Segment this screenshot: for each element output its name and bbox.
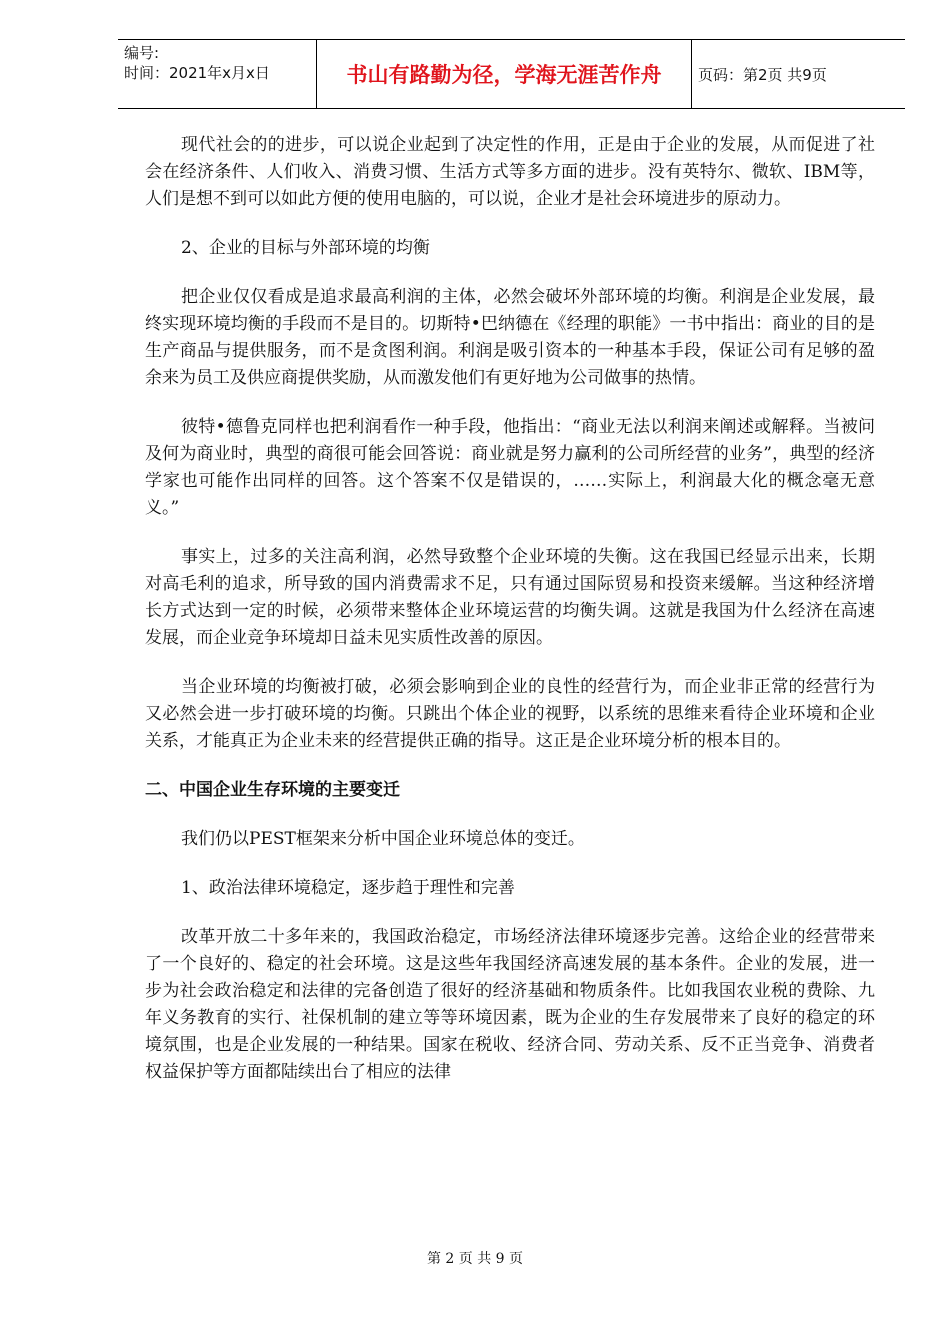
paragraph: 事实上，过多的关注高利润，必然导致整个企业环境的失衡。这在我国已经显示出来，长期对高毛利的追求，所导致的国内消费需求不足，只有通过国际贸易和投资来缓解。当这种经济增长方式达到一定的时候，必须带来整体企业环境运营的均衡失调。这就是我国为什么经济在高速发展，而企业竞争环境却日益未见实质性改善的原因。 xyxy=(145,547,875,648)
paragraph: 彼特•德鲁克同样也把利润看作一种手段，他指出：“商业无法以利润来阐述或解释。当被问及何为商业时，典型的商很可能会回答说：商业就是努力赢利的公司所经营的业务”，典型的经济学家也可能作出同样的回答。这个答案不仅是错误的，……实际上，利润最大化的概念毫无意义。” xyxy=(145,417,875,518)
document-number-label: 编号: xyxy=(124,44,160,62)
paragraph: 我们仍以PEST框架来分析中国企业环境总体的变迁。 xyxy=(181,829,585,849)
section-subheading: 1、政治法律环境稳定，逐步趋于理性和完善 xyxy=(181,878,515,898)
section-subheading: 2、企业的目标与外部环境的均衡 xyxy=(181,238,430,258)
header-page-info: 页码：第2页 共9页 xyxy=(698,65,827,84)
page-header xyxy=(118,39,905,109)
document-body xyxy=(145,132,875,1108)
header-meta xyxy=(124,43,314,83)
paragraph: 改革开放二十多年来的，我国政治稳定，市场经济法律环境逐步完善。这给企业的经营带来了一个良好的、稳定的社会环境。这是这些年我国经济高速发展的基本条件。企业的发展，进一步为社会政治稳定和法律的完备创造了很好的经济基础和物质条件。比如我国农业税的费除、九年义务教育的实行、社保机制的建立等等环境因素，既为企业的生存发展带来了良好的稳定的环境氛围，也是企业发展的一种结果。国家在税收、经济合同、劳动关系、反不正当竞争、消费者权益保护等方面都陆续出台了相应的法律 xyxy=(145,927,875,1082)
paragraph: 当企业环境的均衡被打破，必须会影响到企业的良性的经营行为，而企业非正常的经营行为又必然会进一步打破环境的均衡。只跳出个体企业的视野，以系统的思维来看待企业环境和企业关系，才能真正为企业未来的经营提供正确的指导。这正是企业环境分析的根本目的。 xyxy=(145,677,875,751)
section-heading: 二、中国企业生存环境的主要变迁 xyxy=(145,780,400,800)
page-footer: 第 2 页 共 9 页 xyxy=(426,1251,524,1267)
paragraph: 现代社会的的进步，可以说企业起到了决定性的作用，正是由于企业的发展，从而促进了社会在经济条件、人们收入、消费习惯、生活方式等多方面的进步。没有英特尔、微软、IBM等，人们是想不到可以如此方便的使用电脑的，可以说，企业才是社会环境进步的原动力。 xyxy=(145,135,875,209)
header-motto: 书山有路勤为径，学海无涯苦作舟 xyxy=(316,40,692,108)
paragraph: 把企业仅仅看成是追求最高利润的主体，必然会破坏外部环境的均衡。利润是企业发展，最终实现环境均衡的手段而不是目的。切斯特•巴纳德在《经理的职能》一书中指出：商业的目的是生产商品与提供服务，而不是贪图利润。利润是吸引资本的一种基本手段，保证公司有足够的盈余来为员工及供应商提供奖励，从而激发他们有更好地为公司做事的热情。 xyxy=(145,287,875,388)
document-time-label: 时间：2021年x月x日 xyxy=(124,64,270,82)
